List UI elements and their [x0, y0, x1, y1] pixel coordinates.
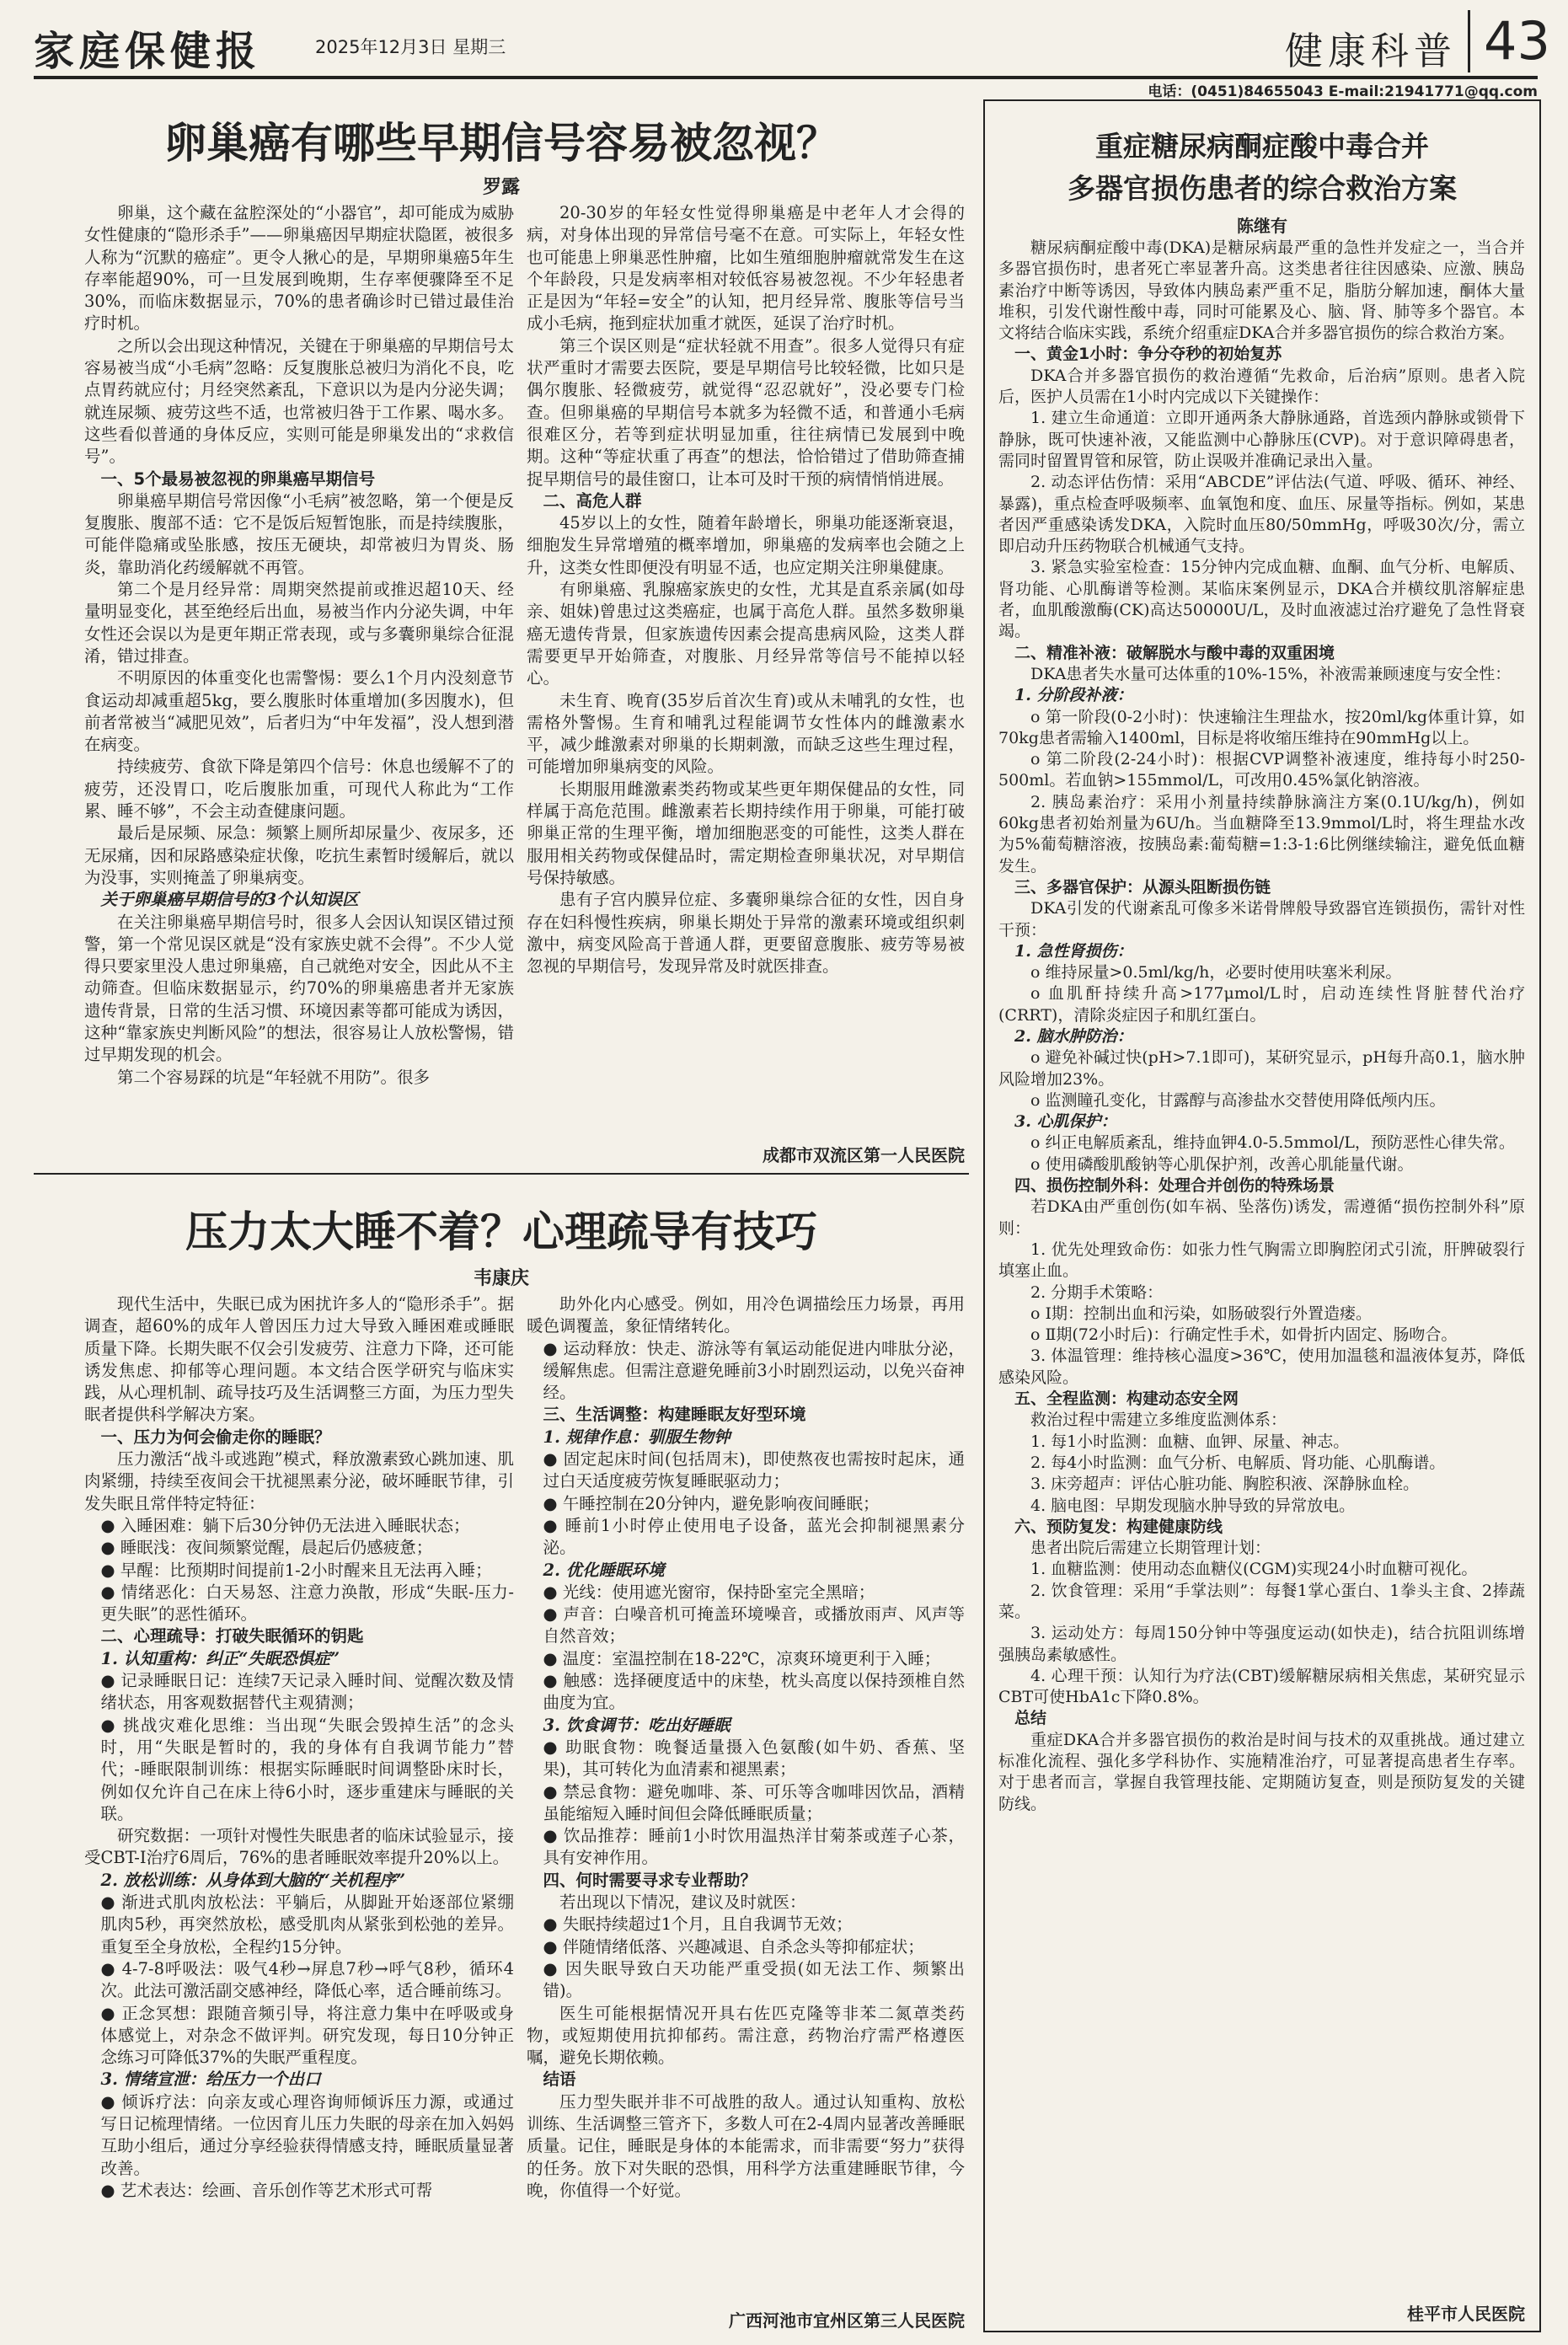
paragraph: 未生育、晚育(35岁后首次生育)或从未哺乳的女性，也需格外警惕。生育和哺乳过程能调节女性体内的雌激素水平，减少雌激素对卵巢的长期刺激，而缺乏这些生理过程，可能增加卵巢病变的风险。: [527, 690, 965, 777]
bullet-paragraph: ● 睡眠浅：夜间频繁觉醒，晨起后仍感疲惫；: [100, 1538, 433, 1558]
paragraph: DKA合并多器官损伤的救治遵循“先救命，后治病”原则。患者入院后，医护人员需在1小时内完成以下关键操作：: [998, 366, 1525, 407]
paragraph: 1. 建立生命通道：立即开通两条大静脉通路，首选颈内静脉或锁骨下静脉，既可快速补液，又能监测中心静脉压(CVP)。对于意识障碍患者，需同时留置胃管和尿管，防止误吸并准确记录出入量。: [998, 409, 1525, 470]
paragraph: 1. 优先处理致命伤：如张力性气胸需立即胸腔闭式引流，肝脾破裂行填塞止血。: [998, 1239, 1525, 1281]
paragraph: 医生可能根据情况开具右佐匹克隆等非苯二氮䓬类药物，或短期使用抗抑郁药。需注意，药物治疗需严格遵医嘱，避免长期依赖。: [527, 2003, 965, 2068]
paragraph: 2. 饮食管理：采用“手掌法则”：每餐1掌心蛋白、1拳头主食、2捧蔬菜。: [998, 1581, 1525, 1621]
paragraph: 3. 体温管理：维持核心温度>36℃，使用加温毯和温液体复苏，降低感染风险。: [998, 1347, 1525, 1387]
paragraph: 20-30岁的年轻女性觉得卵巢癌是中老年人才会得的病，对身体出现的异常信号毫不在意。可实际上，年轻女性也可能患上卵巢恶性肿瘤，比如生殖细胞肿瘤就常发生在这个年龄段，只是发病率相对较低容易被忽视。不少年轻患者正是因为“年轻=安全”的认知，把月经异常、腹胀等信号当成小毛病，拖到症状加重才就医，延误了治疗时机。: [527, 203, 965, 334]
paragraph: 1. 每1小时监测：血糖、血钾、尿量、神志。: [1030, 1432, 1350, 1451]
ovarian-column-2: [527, 202, 965, 1138]
bullet-paragraph: ● 情绪恶化：白天易怒、注意力涣散，形成“失眠-压力-更失眠”的恶性循环。: [100, 1582, 514, 1625]
dka-title-line-1: 重症糖尿病酮症酸中毒合并: [1095, 130, 1429, 163]
paragraph: o Ⅰ期：控制出血和污染，如肠破裂行外置造瘘。: [1030, 1304, 1372, 1323]
dka-article-body: [998, 238, 1525, 2294]
bullet-paragraph: ● 伴随情绪低落、兴趣减退、自杀念头等抑郁症状；: [543, 1936, 924, 1957]
paragraph: 若DKA由严重创伤(如车祸、坠落伤)诱发，需遵循“损伤控制外科”原则：: [998, 1197, 1525, 1238]
bullet-paragraph: ● 午睡控制在20分钟内，避免影响夜间睡眠；: [543, 1493, 880, 1513]
paragraph: 现代生活中，失眠已成为困扰许多人的“隐形杀手”。据调查，超60%的成年人曾因压力过大导致入睡困难或睡眠质量下降。长期失眠不仅会引发疲劳、注意力下降，还可能诱发焦虑、抑郁等心理问题。本文结合医学研究与临床实践，从心理机制、疏导技巧及生活调整三方面，为压力型失眠者提供科学解决方案。: [84, 1294, 514, 1425]
section-heading: 二、高危人群: [543, 490, 642, 511]
bullet-paragraph: ● 光线：使用遮光窗帘，保持卧室完全黑暗；: [543, 1582, 875, 1602]
paragraph: 第二个是月经异常：周期突然提前或推迟超10天、经量明显变化，甚至绝经后出血，易被当作内分泌失调，中年女性还会误以为是更年期正常表现，或与多囊卵巢综合征混淆，错过排查。: [84, 580, 514, 666]
paragraph: 救治过程中需建立多维度监测体系：: [1030, 1411, 1287, 1430]
bullet-paragraph: ● 失眠持续超过1个月，且自我调节无效；: [543, 1914, 853, 1935]
paragraph: o 维持尿量>0.5ml/kg/h，必要时使用呋塞米利尿。: [1030, 963, 1402, 982]
bullet-paragraph: ● 禁忌食物：避免咖啡、茶、可乐等含咖啡因饮品，酒精虽能缩短入睡时间但会降低睡眠质量；: [543, 1781, 965, 1823]
paragraph: 卵巢，这个藏在盆腔深处的“小器官”，却可能成为威胁女性健康的“隐形杀手”——卵巢癌因早期症状隐匿，被很多人称为“沉默的癌症”。更令人揪心的是，早期卵巢癌5年生存率能超90%，可一旦发展到晚期，生存率便骤降至不足30%，而临床数据显示，70%的患者确诊时已错过最佳治疗时机。: [84, 203, 514, 334]
subheading: 1. 认知重构：纠正“失眠恐惧症”: [100, 1648, 340, 1668]
stress-article-title: 压力太大睡不着？心理疏导有技巧: [185, 1207, 817, 1256]
paragraph: 在关注卵巢癌早期信号时，很多人会因认知误区错过预警，第一个常见误区就是“没有家族史就不会得”。不少人觉得只要家里没人患过卵巢癌，自己就绝对安全，因此从不主动筛查。但临床数据显示，约70%的卵巢癌患者并无家族遗传背景，日常的生活习惯、环境因素等都可能成为诱因，这种“靠家族史判断风险”的想法，很容易让人放松警惕，错过早期发现的机会。: [84, 912, 514, 1065]
subheading: 3. 心肌保护：: [1014, 1112, 1117, 1132]
paragraph: 糖尿病酮症酸中毒(DKA)是糖尿病最严重的急性并发症之一，当合并多器官损伤时，患者死亡率显著升高。这类患者往往因感染、应激、胰岛素治疗中断等诱因，导致体内胰岛素严重不足，脂肪分解加速，酮体大量堆积，引发代谢性酸中毒，同时可能累及心、脑、肾、肺等多个器官。本文将结合临床实践，系统介绍重症DKA合并多器官损伤的综合救治方案。: [998, 238, 1525, 343]
stress-article-author: 韦康庆: [473, 1268, 529, 1289]
bullet-paragraph: ● 饮品推荐：睡前1小时饮用温热洋甘菊茶或莲子心茶，具有安神作用。: [543, 1826, 965, 1868]
bullet-paragraph: ● 艺术表达：绘画、音乐创作等艺术形式可帮: [100, 2180, 433, 2200]
bullet-paragraph: ● 睡前1小时停止使用电子设备，蓝光会抑制褪黑素分泌。: [543, 1515, 965, 1558]
stress-hospital: 广西河池市宜州区第三人民医院: [729, 2310, 965, 2331]
masthead: [34, 10, 1550, 79]
paragraph: 1. 血糖监测：使用动态血糖仪(CGM)实现24小时血糖可视化。: [1030, 1560, 1478, 1579]
paragraph: o 血肌酐持续升高>177μmol/L时，启动连续性肾脏替代治疗(CRRT)，清除炎症因子和肌红蛋白。: [998, 984, 1525, 1025]
paragraph: 不明原因的体重变化也需警惕：要么1个月内没刻意节食运动却减重超5kg，要么腹胀时体重增加(多因腹水)，但前者常被当“减肥见效”，后者归为“中年发福”，没人想到潜在病变。: [84, 668, 514, 755]
paragraph: o 避免补碱过快(pH>7.1即可)，某研究显示，pH每升高0.1，脑水肿风险增加23%。: [998, 1048, 1525, 1089]
bullet-paragraph: ● 早醒：比预期时间提前1-2小时醒来且无法再入睡；: [100, 1560, 492, 1580]
paragraph: 2. 分期手术策略：: [1030, 1282, 1164, 1302]
paragraph: 3. 床旁超声：评估心脏功能、胸腔积液、深静脉血栓。: [1030, 1475, 1420, 1494]
section-heading: 五、全程监测：构建动态安全网: [1014, 1389, 1239, 1409]
paragraph: 2. 胰岛素治疗：采用小剂量持续静脉滴注方案(0.1U/kg/h)，例如60kg患者初始剂量为6U/h。当血糖降至13.9mmol/L时，将生理盐水改为5%葡萄糖溶液，按胰岛素:葡萄糖=1:3-1:6比例继续输注，避免低血糖发生。: [998, 792, 1525, 875]
paragraph: 45岁以上的女性，随着年龄增长，卵巢功能逐渐衰退，细胞发生异常增殖的概率增加，卵巢癌的发病率也会随之上升，这类女性即便没有明显不适，也应定期关注卵巢健康。: [527, 513, 965, 577]
issue-date: 2025年12月3日 星期三: [315, 37, 506, 57]
article-divider: [34, 1173, 969, 1175]
paragraph: 3. 运动处方：每周150分钟中等强度运动(如快走)，结合抗阻训练增强胰岛素敏感性。: [998, 1624, 1525, 1664]
paragraph: DKA引发的代谢紊乱可像多米诺骨牌般导致器官连锁损伤，需针对性干预：: [998, 899, 1525, 940]
paragraph: 最后是尿频、尿急：频繁上厕所却尿量少、夜尿多，还无尿痛，因和尿路感染症状像，吃抗生素暂时缓解后，就以为没事，实则掩盖了卵巢病变。: [84, 823, 514, 887]
bullet-paragraph: ● 助眠食物：晚餐适量摄入色氨酸(如牛奶、香蕉、坚果)，其可转化为血清素和褪黑素；: [543, 1737, 965, 1780]
ovarian-column-1: [84, 202, 514, 1268]
paragraph: 持续疲劳、食欲下降是第四个信号：休息也缓解不了的疲劳，还没胃口，吃后腹胀加重，可现代人称此为“工作累、睡不够”，不会主动查健康问题。: [84, 757, 514, 822]
section-heading: 四、何时需要寻求专业帮助？: [543, 1870, 757, 1890]
paper-name: 家庭保健报: [34, 28, 262, 75]
dka-hospital: 桂平市人民医院: [1407, 2304, 1525, 2324]
section-heading: 一、压力为何会偷走你的睡眠？: [100, 1427, 331, 1447]
subheading: 1. 分阶段补液：: [1014, 686, 1133, 705]
paragraph: o 第一阶段(0-2小时)：快速输注生理盐水，按20ml/kg体重计算，如70kg患者需输入1400ml，目标是将收缩压维持在90mmHg以上。: [998, 707, 1525, 747]
bullet-paragraph: ● 记录睡眠日记：连续7天记录入睡时间、觉醒次数及情绪状态，用客观数据替代主观猜测；: [100, 1671, 514, 1713]
paragraph: 有卵巢癌、乳腺癌家族史的女性，尤其是直系亲属(如母亲、姐妹)曾患过这类癌症，也属于高危人群。虽然多数卵巢癌无遗传背景，但家族遗传因素会提高患病风险，这类人群需要更早开始筛查，对腹胀、月经异常等信号不能掉以轻心。: [527, 580, 965, 688]
bullet-paragraph: ● 倾诉疗法：向亲友或心理咨询师倾诉压力源，或通过写日记梳理情绪。一位因育儿压力失眠的母亲在加入妈妈互助小组后，通过分享经验获得情感支持，睡眠质量显著改善。: [100, 2091, 514, 2178]
paragraph: 3. 紧急实验室检查：15分钟内完成血糖、血酮、血气分析、电解质、肾功能、心肌酶谱等检测。某临床案例显示，DKA合并横纹肌溶解症患者，血肌酸激酶(CK)高达50000U/L，及时血液滤过治疗避免了急性肾衰竭。: [998, 558, 1525, 641]
section-heading: 四、损伤控制外科：处理合并创伤的特殊场景: [1014, 1176, 1335, 1196]
dka-title-line-2: 多器官损伤患者的综合救治方案: [1068, 172, 1457, 205]
paragraph: 助外化内心感受。例如，用冷色调描绘压力场景，再用暖色调覆盖，象征情绪转化。: [527, 1294, 965, 1336]
paragraph: o Ⅱ期(72小时后)：行确定性手术，如骨折内固定、肠吻合。: [1030, 1325, 1458, 1345]
bullet-paragraph: ● 声音：白噪音机可掩盖环境噪音，或播放雨声、风声等自然音效；: [543, 1604, 965, 1646]
section-heading: 三、多器官保护：从源头阻断损伤链: [1014, 877, 1271, 897]
paragraph: DKA患者失水量可达体重的10%-15%，补液需兼顾速度与安全性：: [1030, 664, 1512, 683]
section-heading: 一、5个最易被忽视的卵巢癌早期信号: [100, 468, 376, 489]
section-heading: 二、心理疏导：打破失眠循环的钥匙: [100, 1626, 364, 1646]
paragraph: 患有子宫内膜异位症、多囊卵巢综合征的女性，因自身存在妇科慢性疾病，卵巢长期处于异常的激素环境或组织刺激中，病变风险高于普通人群，更要留意腹胀、疲劳等易被忽视的早期信号，发现异常及时就医排查。: [527, 890, 965, 977]
paragraph: o 纠正电解质紊乱，维持血钾4.0-5.5mmol/L，预防恶性心律失常。: [1030, 1133, 1515, 1153]
paragraph: 压力激活“战斗或逃跑”模式，释放激素致心跳加速、肌肉紧绷，持续至夜间会干扰褪黑素分泌，破坏睡眠节律，引发失眠且常伴特定特征：: [84, 1449, 514, 1513]
section-heading: 六、预防复发：构建健康防线: [1014, 1517, 1223, 1536]
subheading: 2. 脑水肿防治：: [1014, 1026, 1133, 1046]
subheading: 3. 饮食调节：吃出好睡眠: [543, 1715, 730, 1735]
stress-column-1: [84, 1293, 514, 2330]
paragraph: 4. 脑电图：早期发现脑水肿导致的异常放电。: [1030, 1496, 1356, 1515]
paragraph: 压力型失眠并非不可战胜的敌人。通过认知重构、放松训练、生活调整三管齐下，多数人可在2-4周内显著改善睡眠质量。记住，睡眠是身体的本能需求，而非需要“努力”获得的任务。放下对失眠的恐惧，用科学方法重建睡眠节律，今晚，你值得一个好觉。: [527, 2091, 965, 2200]
stress-column-2: [527, 1293, 965, 2300]
ovarian-hospital: 成都市双流区第一人民医院: [763, 1145, 965, 1165]
section-heading: 三、生活调整：构建睡眠友好型环境: [543, 1405, 806, 1425]
subheading: 1. 急性肾损伤：: [1014, 941, 1133, 961]
paragraph: o 第二阶段(2-24小时)：根据CVP调整补液速度，维持每小时250-500ml。若血钠>155mmol/L，可改用0.45%氯化钠溶液。: [998, 750, 1525, 790]
ovarian-article-author: 罗露: [482, 177, 520, 198]
bullet-paragraph: ● 挑战灾难化思维：当出现“失眠会毁掉生活”的念头时，用“失眠是暂时的，我的身体有自我调节能力”替代；-睡眠限制训练：根据实际睡眠时间调整卧床时长，例如仅允许自己在床上待6小时，逐步重建床与睡眠的关联。: [100, 1715, 514, 1823]
contact-line: 电话：(0451)84655043 E-mail:21941771@qq.com: [1148, 83, 1538, 100]
bullet-paragraph: ● 温度：室温控制在18-22℃，凉爽环境更利于入睡；: [543, 1648, 941, 1668]
bullet-paragraph: ● 运动释放：快走、游泳等有氧运动能促进内啡肽分泌，缓解焦虑。但需注意避免睡前3小时剧烈运动，以免兴奋神经。: [543, 1338, 965, 1403]
paragraph: 卵巢癌早期信号常因像“小毛病”被忽略，第一个便是反复腹胀、腹部不适：它不是饭后短暂饱胀，而是持续腹胀，可能伴隐痛或坠胀感，按压无硬块，却常被归为胃炎、肠炎，靠助消化药缓解就不再管。: [84, 490, 514, 577]
paragraph: 患者出院后需建立长期管理计划：: [1030, 1539, 1271, 1558]
subheading: 2. 优化睡眠环境: [543, 1560, 665, 1580]
subheading: 关于卵巢癌早期信号的3个认知误区: [100, 890, 359, 910]
subheading: 2. 放松训练：从身体到大脑的“关机程序”: [100, 1870, 406, 1890]
paragraph: 4. 心理干预：认知行为疗法(CBT)缓解糖尿病相关焦虑，某研究显示CBT可使HbA1c下降0.8%。: [998, 1666, 1525, 1707]
paragraph: 研究数据：一项针对慢性失眠患者的临床试验显示，接受CBT-I治疗6周后，76%的患者睡眠效率提升20%以上。: [84, 1826, 514, 1868]
section-heading: 二、精准补液：破解脱水与酸中毒的双重困境: [1014, 643, 1335, 662]
dka-article-author: 陈继有: [1237, 216, 1287, 236]
bullet-paragraph: ● 因失眠导致白天功能严重受损(如无法工作、频繁出错)。: [543, 1958, 965, 2001]
ovarian-article-title: 卵巢癌有哪些早期信号容易被忽视？: [164, 118, 838, 168]
paragraph: 长期服用雌激素类药物或某些更年期保健品的女性，同样属于高危范围。雌激素若长期持续作用于卵巢，可能打破卵巢正常的生理平衡，增加细胞恶变的可能性，这类人群在服用相关药物或保健品时，需定期检查卵巢状况，对早期信号保持敏感。: [527, 779, 965, 887]
subheading: 3. 情绪宣泄：给压力一个出口: [100, 2069, 321, 2090]
paragraph: 若出现以下情况，建议及时就医：: [559, 1893, 806, 1913]
section-heading: 结语: [543, 2069, 576, 2090]
subheading: 1. 规律作息：驯服生物钟: [543, 1427, 730, 1447]
page-number: 43: [1468, 10, 1550, 72]
bullet-paragraph: ● 触感：选择硬度适中的床垫，枕头高度以保持颈椎自然曲度为宜。: [543, 1671, 965, 1713]
paragraph: 2. 动态评估伤情：采用“ABCDE”评估法(气道、呼吸、循环、神经、暴露)，重点检查呼吸频率、血氧饱和度、血压、尿量等指标。例如，某患者因严重感染诱发DKA，入院时血压80/50mmHg，呼吸30次/分，需立即启动升压药物联合机械通气支持。: [998, 473, 1525, 556]
section-heading: 一、黄金1小时：争分夺秒的初始复苏: [1014, 345, 1282, 364]
bullet-paragraph: ● 固定起床时间(包括周末)，即使熬夜也需按时起床，通过白天适度疲劳恢复睡眠驱动力；: [543, 1449, 965, 1491]
bullet-paragraph: ● 4-7-8呼吸法：吸气4秒→屏息7秒→呼气8秒，循环4次。此法可激活副交感神经，降低心率，适合睡前练习。: [100, 1958, 514, 2001]
bullet-paragraph: ● 渐进式肌肉放松法：平躺后，从脚趾开始逐部位紧绷肌肉5秒，再突然放松，感受肌肉从紧张到松弛的差异。重复至全身放松，全程约15分钟。: [100, 1893, 514, 1957]
section-heading: 总结: [1014, 1709, 1047, 1728]
paragraph: 重症DKA合并多器官损伤的救治是时间与技术的双重挑战。通过建立标准化流程、强化多学科协作、实施精准治疗，可显著提高患者生存率。对于患者而言，掌握自我管理技能、定期随访复查，则是预防复发的关键防线。: [998, 1730, 1525, 1813]
section-name: 健康科普: [1285, 29, 1458, 73]
paragraph: 之所以会出现这种情况，关键在于卵巢癌的早期信号太容易被当成“小毛病”忽略：反复腹胀总被归为消化不良，吃点胃药就应付；月经突然紊乱，下意识以为是内分泌失调；就连尿频、疲劳这些不适，也常被归咎于工作累、喝水多。这些看似普通的身体反应，实则可能是卵巢发出的“求救信号”。: [84, 335, 514, 467]
bullet-paragraph: ● 入睡困难：躺下后30分钟仍无法进入睡眠状态；: [100, 1515, 470, 1535]
paragraph: o 使用磷酸肌酸钠等心肌保护剂，改善心肌能量代谢。: [1030, 1154, 1414, 1174]
bullet-paragraph: ● 正念冥想：跟随音频引导，将注意力集中在呼吸或身体感觉上，对杂念不做评判。研究发现，每日10分钟正念练习可降低37%的失眠严重程度。: [100, 2003, 514, 2068]
paragraph: 第二个容易踩的坑是“年轻就不用防”。很多: [117, 1067, 430, 1087]
paragraph: 第三个误区则是“症状轻就不用查”。很多人觉得只有症状严重时才需要去医院，要是早期信号比较轻微，比如只是偶尔腹胀、轻微疲劳，就觉得“忍忍就好”，没必要专门检查。但卵巢癌的早期信号本就多为轻微不适，和普通小毛病很难区分，若等到症状明显加重，往往病情已发展到中晚期。这种“等症状重了再查”的想法，恰恰错过了借助筛查捕捉早期信号的最佳窗口，让本可及时干预的病情悄悄进展。: [527, 335, 965, 489]
paragraph: 2. 每4小时监测：血气分析、电解质、肾功能、心肌酶谱。: [1030, 1453, 1446, 1472]
paragraph: o 监测瞳孔变化，甘露醇与高渗盐水交替使用降低颅内压。: [1030, 1090, 1446, 1110]
